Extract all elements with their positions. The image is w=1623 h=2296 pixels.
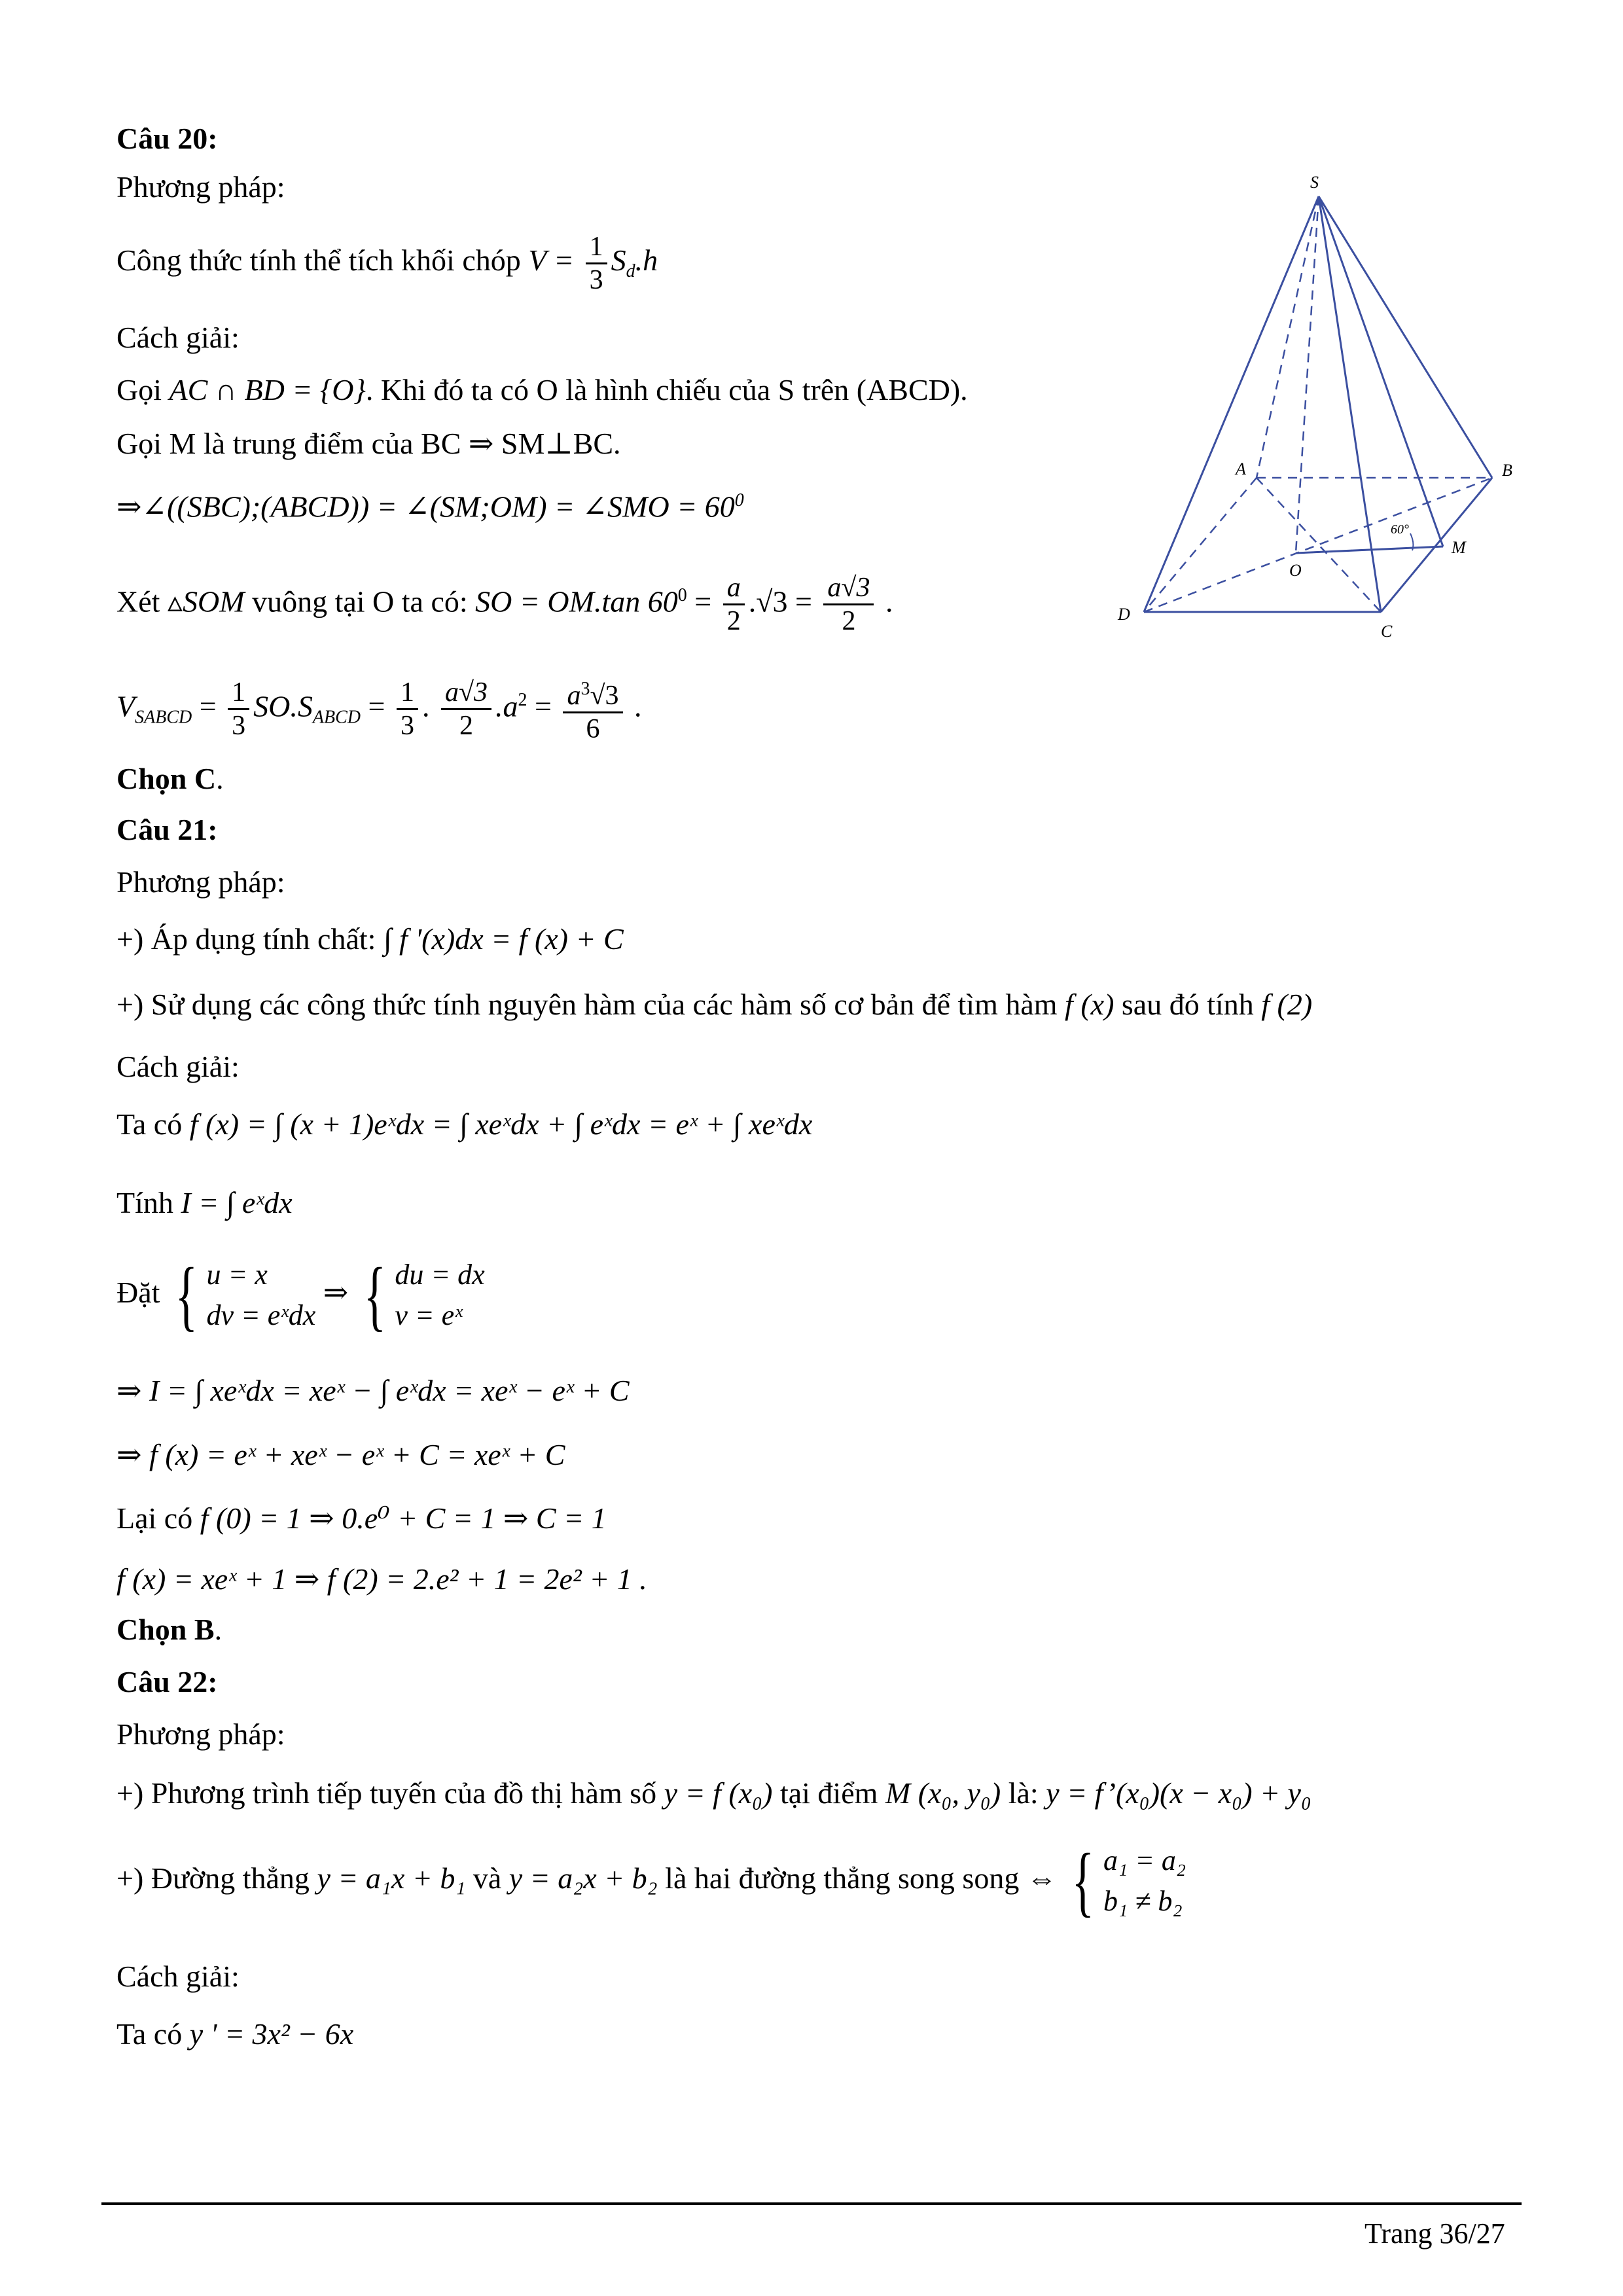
fraction: $\frac{a√3}{2}$ [823,572,874,637]
fraction: $\frac{a√3}{2}$ [441,677,491,742]
q20-line4: Xét ▵SOM vuông tại O ta có: SO = OM.tan $60^0$ = $\frac{a}{2}$ .√3 = $\frac{a√3}{2}$ . [116,573,893,637]
q21-step-3: Đặt { u = x dv = eˣdx ⇒ { du = dx v = eˣ [116,1251,485,1339]
q20-method-line: Công thức tính thể tích khối chóp V = $\frac{1}{3}$ $S_d.h$ [116,231,658,295]
q21-step-2: Tính I = ∫ eˣdx [116,1186,293,1219]
label-d: D [1118,605,1130,624]
fraction: $\frac{a^3√3}{6}$ [563,673,622,745]
q20-solution-label: Cách giải: [116,321,240,354]
q20-line5: $V_{SABCD}$ = $\frac{1}{3}$ $SO.S_{ABCD}$ = $\frac{1}{3}$ . $\frac{a√3}{2}$ $.a^2$ = $\frac{a^3√3}{6}$ . [116,661,642,757]
q21-step-6: Lại có f (0) = 1 ⇒ 0.e⁰ + C = 1 ⇒ C = 1 [116,1501,607,1535]
label-angle: 60° [1391,522,1409,537]
system-brace: { a₁ = a₂ b₁ ≠ b₂ [1071,1837,1186,1925]
q21-step-4: ⇒ I = ∫ xeˣdx = xeˣ − ∫ eˣdx = xeˣ − eˣ + C [116,1374,630,1407]
fraction: $\frac{1}{3}$ [586,231,607,296]
page-number: Trang 36/27 [1364,2217,1505,2250]
label-m: M [1452,538,1466,557]
label-s: S [1310,173,1319,192]
q22-step-1: Ta có y ' = 3x² − 6x [116,2017,354,2051]
q21-step-1: Ta có f (x) = ∫ (x + 1)eˣdx = ∫ xeˣdx + ∫ eˣdx = eˣ + ∫ xeˣdx [116,1107,813,1141]
label-c: C [1381,622,1393,641]
q20-line3: ⇒∠((SBC);(ABCD)) = ∠(SM;OM) = ∠SMO = $60^0$ [116,490,744,524]
q21-answer: Chọn B. [116,1613,223,1646]
q20-line1: Gọi AC ∩ BD = {O}. Khi đó ta có O là hình chiếu của S trên (ABCD). [116,373,968,406]
q21-step-7: f (x) = xeˣ + 1 ⇒ f (2) = 2.e² + 1 = 2e² + 1 . [116,1562,647,1596]
q22-method-2: +) Đường thẳng y = a₁x + b₁ và y = a₂x + b₂ là hai đường thẳng song song ⇔ { a₁ = a₂ b₁ ≠ b₂ [116,1837,1186,1925]
q21-solution-label: Cách giải: [116,1050,240,1083]
label-a: A [1236,459,1246,478]
q21-step-5: ⇒ f (x) = eˣ + xeˣ − eˣ + C = xeˣ + C [116,1438,565,1471]
fraction: $\frac{1}{3}$ [228,677,249,742]
system-brace: { u = x dv = eˣdx [175,1251,316,1339]
system-brace: { du = dx v = eˣ [363,1251,485,1339]
q20-answer: Chọn C. [116,762,224,795]
label-b: B [1502,461,1512,480]
q21-method-1: +) Áp dụng tính chất: ∫ f '(x)dx = f (x) + C [116,922,624,956]
label-o: O [1289,561,1302,580]
q20-method-label: Phương pháp: [116,170,285,204]
q22-heading: Câu 22: [116,1665,218,1698]
q21-heading: Câu 21: [116,813,218,846]
q20-heading: Câu 20: [116,122,218,155]
footer-divider [101,2202,1522,2205]
q22-method-label: Phương pháp: [116,1717,285,1751]
q22-solution-label: Cách giải: [116,1960,240,1993]
fraction: $\frac{1}{3}$ [397,677,418,742]
pyramid-figure [1099,167,1558,651]
q21-method-2: +) Sử dụng các công thức tính nguyên hàm của các hàm số cơ bản để tìm hàm f (x) sau đó tính f (2) [116,988,1313,1021]
fraction: $\frac{a}{2}$ [723,572,745,637]
q20-line2: Gọi M là trung điểm của BC ⇒ SM⊥BC. [116,427,621,460]
q22-method-1: +) Phương trình tiếp tuyến của đồ thị hàm số y = f (x₀) tại điểm M (x₀, y₀) là: y = f’(x₀)(x − x₀) + y₀ [116,1776,1311,1810]
q21-method-label: Phương pháp: [116,865,285,899]
